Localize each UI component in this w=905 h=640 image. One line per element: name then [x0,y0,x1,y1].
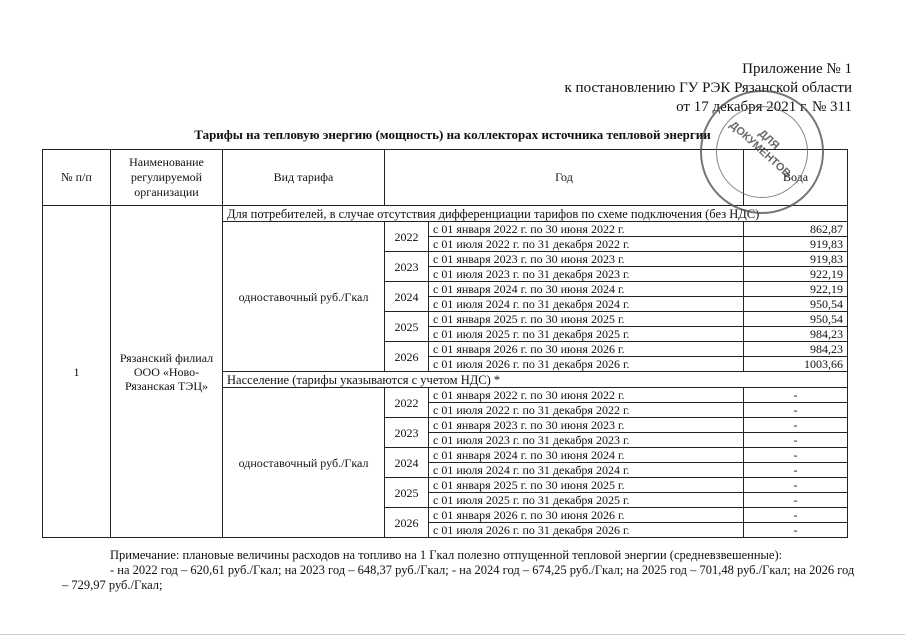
header-tariff-type: Вид тарифа [223,150,385,206]
row-number: 1 [43,206,111,538]
tariff-value: - [744,523,848,538]
year-cell: 2024 [385,282,429,312]
tariff-table-body [43,206,848,538]
period-cell: с 01 января 2026 г. по 30 июня 2026 г. [429,508,744,523]
period-cell: с 01 июля 2025 г. по 31 декабря 2025 г. [429,493,744,508]
tariff-value: - [744,403,848,418]
tariff-value: - [744,478,848,493]
document-stamp [700,90,824,214]
tariff-value: - [744,418,848,433]
tariff-value: 950,54 [744,312,848,327]
period-cell: с 01 июля 2023 г. по 31 декабря 2023 г. [429,433,744,448]
tariff-type: одноставочный руб./Гкал [223,222,385,372]
footnote [62,548,862,593]
section-title: Для потребителей, в случае отсутствия дифференциации тарифов по схеме подключения (без НДС) [223,206,848,222]
stamp-text: ДЛЯ ДОКУМЕНТОВ [727,119,793,180]
period-cell: с 01 января 2023 г. по 30 июня 2023 г. [429,418,744,433]
year-cell: 2023 [385,252,429,282]
footnote-line-1: Примечание: плановые величины расходов на топливо на 1 Гкал полезно отпущенной тепловой энергии (средневзвешенные): [110,548,783,562]
period-cell: с 01 января 2025 г. по 30 июня 2025 г. [429,478,744,493]
period-cell: с 01 июля 2024 г. по 31 декабря 2024 г. [429,463,744,478]
page-edge-divider [0,634,905,635]
tariff-value: 922,19 [744,267,848,282]
tariff-value: 919,83 [744,237,848,252]
appendix-number: Приложение № 1 [742,61,852,77]
period-cell: с 01 июля 2025 г. по 31 декабря 2025 г. [429,327,744,342]
header-organization: Наименование регулируемой организации [111,150,223,206]
tariff-value: 984,23 [744,327,848,342]
tariff-value: 922,19 [744,282,848,297]
organization-name: Рязанский филиал ООО «Ново-Рязанская ТЭЦ» [111,206,223,538]
document-title: Тарифы на тепловую энергию (мощность) на коллекторах источника тепловой энергии [194,127,711,142]
period-cell: с 01 июля 2022 г. по 31 декабря 2022 г. [429,237,744,252]
resolution-reference: к постановлению ГУ РЭК Рязанской области [564,80,852,96]
period-cell: с 01 января 2022 г. по 30 июня 2022 г. [429,222,744,237]
document-header [565,60,852,117]
tariff-value: - [744,448,848,463]
header-num: № п/п [43,150,111,206]
year-cell: 2023 [385,418,429,448]
tariff-table [42,149,848,538]
period-cell: с 01 января 2022 г. по 30 июня 2022 г. [429,388,744,403]
tariff-value: 984,23 [744,342,848,357]
period-cell: с 01 января 2026 г. по 30 июня 2026 г. [429,342,744,357]
tariff-value: 1003,66 [744,357,848,372]
year-cell: 2022 [385,222,429,252]
year-cell: 2026 [385,508,429,538]
period-cell: с 01 июля 2022 г. по 31 декабря 2022 г. [429,403,744,418]
year-cell: 2025 [385,478,429,508]
period-cell: с 01 января 2024 г. по 30 июня 2024 г. [429,282,744,297]
header-year: Год [385,150,744,206]
tariff-value: - [744,463,848,478]
tariff-value: - [744,508,848,523]
period-cell: с 01 января 2025 г. по 30 июня 2025 г. [429,312,744,327]
resolution-date: от 17 декабря 2021 г. № 311 [676,99,852,115]
tariff-value: - [744,433,848,448]
year-cell: 2025 [385,312,429,342]
tariff-value: - [744,388,848,403]
period-cell: с 01 июля 2023 г. по 31 декабря 2023 г. [429,267,744,282]
period-cell: с 01 июля 2026 г. по 31 декабря 2026 г. [429,357,744,372]
header-water: Вода [744,150,848,206]
tariff-value: 950,54 [744,297,848,312]
year-cell: 2022 [385,388,429,418]
tariff-value: 862,87 [744,222,848,237]
year-cell: 2024 [385,448,429,478]
section-title: Насселение (тарифы указываются с учетом НДС) * [223,372,848,388]
period-cell: с 01 января 2024 г. по 30 июня 2024 г. [429,448,744,463]
period-cell: с 01 января 2023 г. по 30 июня 2023 г. [429,252,744,267]
tariff-type: одноставочный руб./Гкал [223,388,385,538]
period-cell: с 01 июля 2024 г. по 31 декабря 2024 г. [429,297,744,312]
year-cell: 2026 [385,342,429,372]
section-row [43,206,848,222]
footnote-line-2: - на 2022 год – 620,61 руб./Гкал; на 2023 год – 648,37 руб./Гкал; - на 2024 год – 674,25 руб./Гкал; на 2025 год – 701,48 руб./Гкал; на 2026 год – 729,97 руб./Гкал; [62,563,855,592]
tariff-value: - [744,493,848,508]
tariff-value: 919,83 [744,252,848,267]
period-cell: с 01 июля 2026 г. по 31 декабря 2026 г. [429,523,744,538]
